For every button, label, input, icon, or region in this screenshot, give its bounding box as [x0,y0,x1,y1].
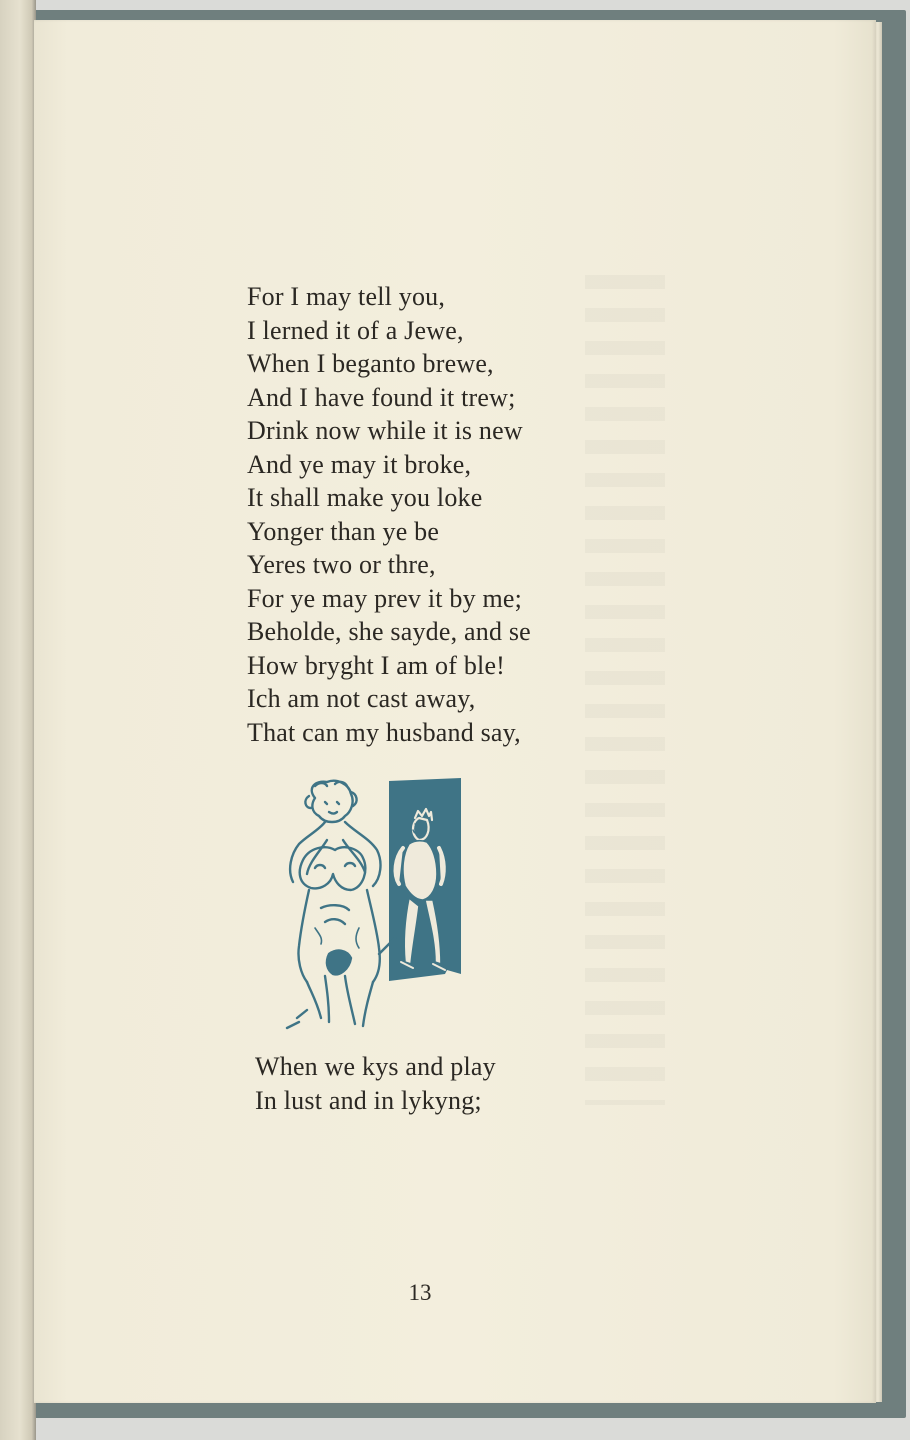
poem-line: That can my husband say, [247,717,521,747]
poem-line: Ich am not cast away, [247,684,476,713]
poem-line: I lerned it of a Jewe, [247,315,464,345]
poem-line: For I may tell you, [247,282,446,311]
poem-line: How bryght I am of ble! [247,650,506,680]
poem-line: It shall make you loke [247,483,483,512]
poem-stanza-1 [247,280,531,749]
page-number: 13 [408,1280,432,1305]
poem-stanza-2 [255,1050,496,1117]
poem-line: And ye may it broke, [247,449,472,479]
poem-line: Yonger than ye be [247,516,440,546]
woodcut-illustration-icon [285,778,465,1030]
left-page-edge [0,0,36,1440]
poem-line: Drink now while it is new [247,416,523,445]
poem-line: When I beganto brewe, [247,349,494,378]
poem-line: Yeres two or thre, [247,550,436,579]
poem-line: For ye may prev it by me; [247,583,523,613]
show-through-text [585,275,665,1105]
poem-line: And I have found it trew; [247,382,516,412]
poem-line: Beholde, she sayde, and se [247,617,531,646]
poem-line: When we kys and play [255,1052,496,1081]
poem-line: In lust and in lykyng; [255,1085,482,1115]
